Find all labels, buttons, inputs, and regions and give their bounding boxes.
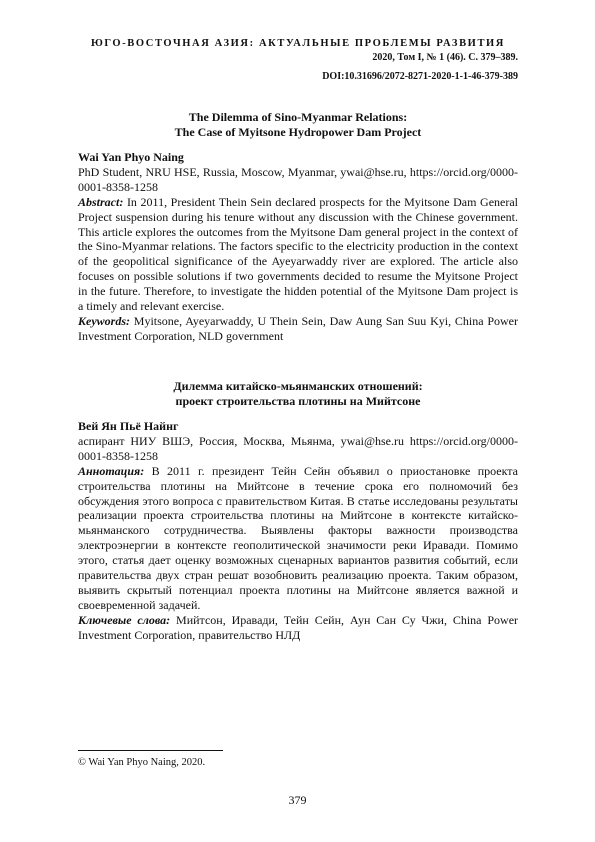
russian-title xyxy=(78,379,518,409)
russian-title-line1: Дилемма китайско-мьянманских отношений: xyxy=(173,379,423,393)
english-keywords-label: Keywords: xyxy=(78,313,130,328)
english-author: Wai Yan Phyo Naing xyxy=(78,150,184,164)
english-abstract-label: Abstract: xyxy=(78,194,124,209)
english-affiliation: PhD Student, NRU HSE, Russia, Moscow, Myanmar, ywai@hse.ru, https://orcid.org/0000-0001-8358-1258 xyxy=(78,164,518,194)
english-title-line2: The Case of Myitsone Hydropower Dam Project xyxy=(174,125,422,139)
footnote-divider xyxy=(78,750,223,751)
copyright-footnote: © Wai Yan Phyo Naing, 2020. xyxy=(78,757,206,768)
russian-title-line2: проект строительства плотины на Мийтсоне xyxy=(175,394,421,408)
english-keywords xyxy=(78,314,518,344)
russian-section xyxy=(78,419,518,643)
english-section xyxy=(78,150,518,344)
russian-affiliation: аспирант НИУ ВШЭ, Россия, Москва, Мьянма, ywai@hse.ru https://orcid.org/0000-0001-8358-1258 xyxy=(78,433,518,463)
doi-line: DOI:10.31696/2072-8271-2020-1-1-46-379-389 xyxy=(322,71,518,82)
russian-keywords-label: Ключевые слова: xyxy=(78,612,171,627)
russian-author: Вей Ян Пьё Найнг xyxy=(78,419,179,433)
english-keywords-text: Myitsone, Ayeyarwaddy, U Thein Sein, Daw Aung San Suu Kyi, China Power Investment Corporation, NLD government xyxy=(78,313,518,343)
page-number: 379 xyxy=(288,793,307,807)
english-title xyxy=(78,110,518,140)
russian-abstract-text: В 2011 г. президент Тейн Сейн объявил о приостановке проекта строительства плотины на Мийтсоне в течение срока его полномочий без обсуждения этого вопроса с правительством Китая. В статье исследованы результаты реализации проекта строительства плотины на Мийтсоне в контексте китайско-мьянманского сотрудничества. Выявлены факторы важности производства электроэнергии в контексте геополитической значимости реки Иравади. Помимо этого, статья дает оценку возможных сценарных вариантов развития событий, если правительства двух стран решат возобновить реализацию проекта. Таким образом, выявить скрытый потенциал проекта плотины на Мийтсоне является важной и своевременной задачей. xyxy=(78,463,519,612)
russian-keywords xyxy=(78,613,518,643)
russian-abstract-label: Аннотация: xyxy=(78,463,145,478)
russian-keywords-text: Мийтсон, Иравади, Тейн Сейн, Аун Сан Су Чжи, China Power Investment Corporation, правительство НЛД xyxy=(78,612,519,642)
russian-abstract xyxy=(78,464,518,613)
english-abstract xyxy=(78,195,518,314)
english-abstract-text: In 2011, President Thein Sein declared prospects for the Myitsone Dam General Project suspension during his tenure without any discussion with the Chinese government. This article explores the outcomes from the Myitsone Dam general project in the context of the Sino-Myanmar relations. The factors specific to the electricity production in the context of the geopolitical significance of the Ayeyarwaddy river are explored. The article also focuses on possible solutions if two governments decided to resume the Myitsone Project in the future. Therefore, to investigate the hidden potential of the Myitsone Dam project is a timely and relevant exercise. xyxy=(78,194,519,314)
english-title-line1: The Dilemma of Sino-Myanmar Relations: xyxy=(188,110,408,124)
issue-info: 2020, Том I, № 1 (46). С. 379–389. xyxy=(372,52,518,63)
journal-title: ЮГО-ВОСТОЧНАЯ АЗИЯ: АКТУАЛЬНЫЕ ПРОБЛЕМЫ РАЗВИТИЯ xyxy=(90,38,505,49)
